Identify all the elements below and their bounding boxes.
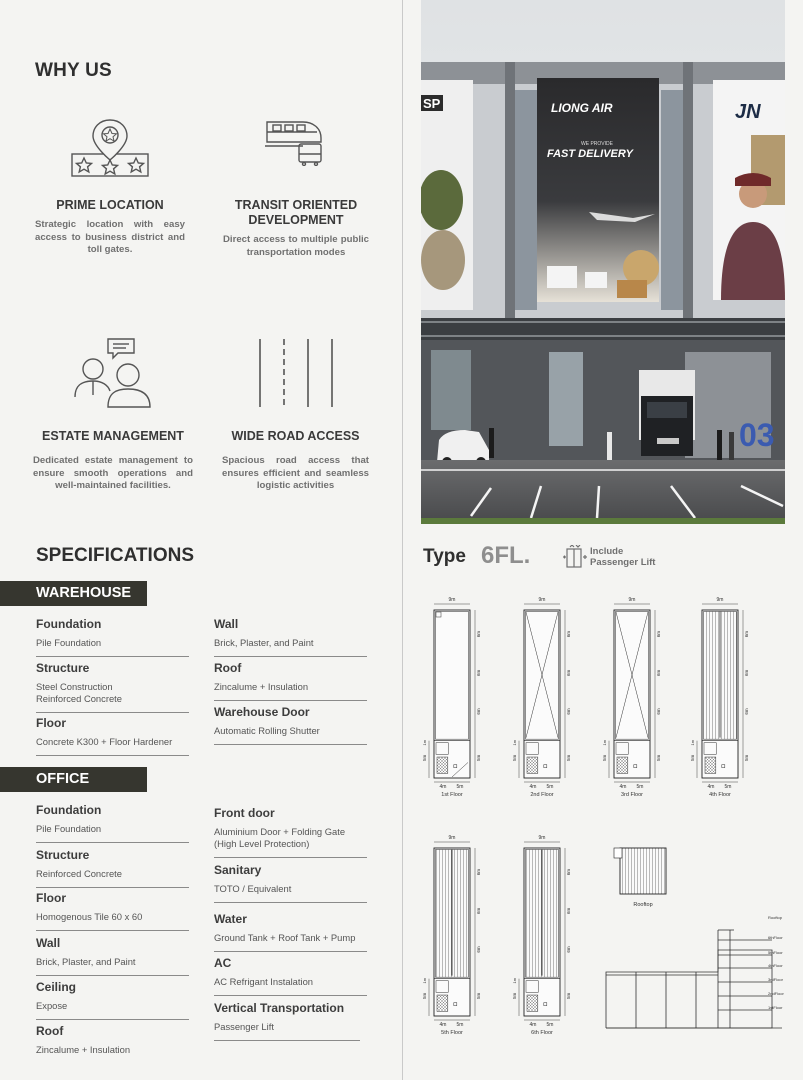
spec-office-foundation: Foundation Pile Foundation [36,803,189,843]
train-bus-icon [263,118,327,166]
dimension-label: 5m [546,784,554,790]
dimension-label: 9m [628,597,636,603]
dimension-label: 6m [744,669,749,676]
spec-warehouse-foundation: Foundation Pile Foundation [36,617,189,657]
billboard-tagline: WE PROVIDE [581,141,613,147]
spec-office-vertical-transport: Vertical Transportation Passenger Lift [214,1001,360,1041]
right-sign: JN [735,101,761,123]
warehouse-band: WAREHOUSE [0,581,147,606]
dimension-label: 6m [566,869,571,876]
spec-office-floor: Floor Homogenous Tile 60 x 60 [36,891,189,931]
dimension-label: 6m [476,669,481,676]
feature-desc: Spacious road access that ensures efficient and seamless logistic activities [222,455,369,491]
dimension-label: 9m [448,835,456,841]
dimension-label: 5m [456,784,464,790]
dimension-label: 6m [476,907,481,914]
left-sign: SP [423,96,441,111]
dimension-label: 5m [476,992,481,999]
office-band: OFFICE [0,767,147,792]
dimension-label: 5m [656,754,661,761]
spec-office-ceiling: Ceiling Expose [36,980,189,1020]
dimension-label: 9m [538,597,546,603]
why-us-title: WHY US [35,60,112,81]
people-chat-icon [72,337,154,409]
floor-plan [422,835,481,1036]
spec-office-sanitary: Sanitary TOTO / Equivalent [214,863,367,903]
floor-plan-label: Rooftop [633,902,653,908]
dimension-label: 4m [529,784,537,790]
spec-warehouse-wall: Wall Brick, Plaster, and Paint [214,617,367,657]
spec-warehouse-structure: Structure Steel Construction Reinforced Concrete [36,661,189,713]
specifications-title: SPECIFICATIONS [36,545,194,566]
spec-office-front-door: Front door Aluminium Door + Folding Gate (High Level Protection) [214,806,367,858]
floor-plan-label: 1st Floor [441,792,463,798]
feature-title: TRANSIT ORIENTED DEVELOPMENT [234,198,358,227]
feature-prime-location [35,118,185,257]
lift-note: Include Passenger Lift [590,546,656,568]
section-floor-label: Rooftop [768,915,783,920]
floor-plan-label: 4th Floor [709,792,731,798]
section-floor-label: 3rdFloor [768,977,783,982]
spec-office-roof: Roof Zincalume + Insulation [36,1024,131,1055]
dimension-label: 6m [744,631,749,638]
road-lanes-icon [254,337,338,409]
type-label: Type [423,546,466,567]
dimension-label: 6m [656,708,661,715]
spec-office-ac: AC AC Refrigant Instalation [214,956,367,996]
dimension-label: 1m [512,977,517,984]
dimension-label: 9m [716,597,724,603]
dimension-label: 5m [690,754,695,761]
dimension-label: 6m [566,907,571,914]
feature-estate-management [33,337,193,493]
section-floor-label: 2ndFloor [768,991,784,996]
elevator-icon [561,545,589,569]
floor-plan [512,597,571,798]
dimension-label: 5m [724,784,732,790]
spec-office-structure: Structure Reinforced Concrete [36,848,189,888]
section-floor-label: 6thFloor [768,935,783,940]
floor-plan [690,597,749,798]
dimension-label: 5m [566,754,571,761]
spec-office-water: Water Ground Tank + Roof Tank + Pump [214,912,367,952]
dimension-label: 5m [744,754,749,761]
feature-transit-oriented [223,118,369,259]
dimension-label: 6m [476,869,481,876]
dimension-label: 5m [566,992,571,999]
dimension-label: 5m [422,754,427,761]
dimension-label: 9m [538,835,546,841]
dimension-label: 1m [690,739,695,746]
dimension-label: 6m [566,946,571,953]
floor-plan-label: 6th Floor [531,1030,553,1036]
dimension-label: 4m [529,1022,537,1028]
dimension-label: 5m [512,754,517,761]
feature-desc: Direct access to multiple public transportation modes [223,234,369,258]
floor-plan [614,848,666,908]
floor-plan-label: 3rd Floor [620,792,644,798]
section-floor-label: 4thFloor [768,963,783,968]
dimension-label: 1m [422,977,427,984]
section-drawing [606,930,782,1028]
feature-desc: Dedicated estate management to ensure smooth operations and well-maintained facilities. [33,455,193,491]
dimension-label: 1m [602,739,607,746]
dimension-label: 6m [656,669,661,676]
dimension-label: 6m [566,631,571,638]
feature-desc: Strategic location with easy access to business district and toll gates. [35,219,185,255]
dimension-label: 4m [439,1022,447,1028]
floor-plan [422,597,481,798]
section-floor-label: 1stFloor [768,1005,783,1010]
dimension-label: 6m [566,708,571,715]
dimension-label: 6m [566,669,571,676]
spec-warehouse-floor: Floor Concrete K300 + Floor Hardener [36,716,189,756]
dimension-label: 4m [439,784,447,790]
dimension-label: 5m [476,754,481,761]
dimension-label: 1m [512,739,517,746]
billboard-brand: LIONG AIR [551,101,613,115]
dimension-label: 5m [456,1022,464,1028]
feature-wide-road-access [222,337,369,493]
dimension-label: 6m [744,708,749,715]
dimension-label: 5m [602,754,607,761]
floor-plan [602,597,661,798]
dimension-label: 6m [476,708,481,715]
dimension-label: 5m [636,784,644,790]
type-value: 6FL. [481,542,531,569]
section-floor-label: 5thFloor [768,950,783,955]
warehouse-render-photo [421,0,785,524]
unit-number: 03 [739,417,775,453]
feature-title: PRIME LOCATION [56,198,164,212]
spec-office-wall: Wall Brick, Plaster, and Paint [36,936,189,976]
dimension-label: 1m [422,739,427,746]
floor-plans [418,590,790,1050]
dimension-label: 5m [422,992,427,999]
spec-warehouse-door: Warehouse Door Automatic Rolling Shutter [214,705,367,745]
page-divider [402,0,403,1080]
dimension-label: 5m [546,1022,554,1028]
floor-plan [512,835,571,1036]
spec-warehouse-roof: Roof Zincalume + Insulation [214,661,367,701]
feature-title: WIDE ROAD ACCESS [231,429,360,443]
dimension-label: 5m [512,992,517,999]
location-pin-stars-icon [69,118,151,180]
dimension-label: 4m [707,784,715,790]
floor-plan-label: 5th Floor [441,1030,463,1036]
floor-plan-label: 2nd Floor [530,792,554,798]
dimension-label: 6m [476,946,481,953]
feature-title: ESTATE MANAGEMENT [42,429,184,443]
dimension-label: 4m [619,784,627,790]
dimension-label: 6m [476,631,481,638]
dimension-label: 9m [448,597,456,603]
dimension-label: 6m [656,631,661,638]
billboard-headline: FAST DELIVERY [547,148,633,160]
section-floor-labels [768,915,784,1010]
